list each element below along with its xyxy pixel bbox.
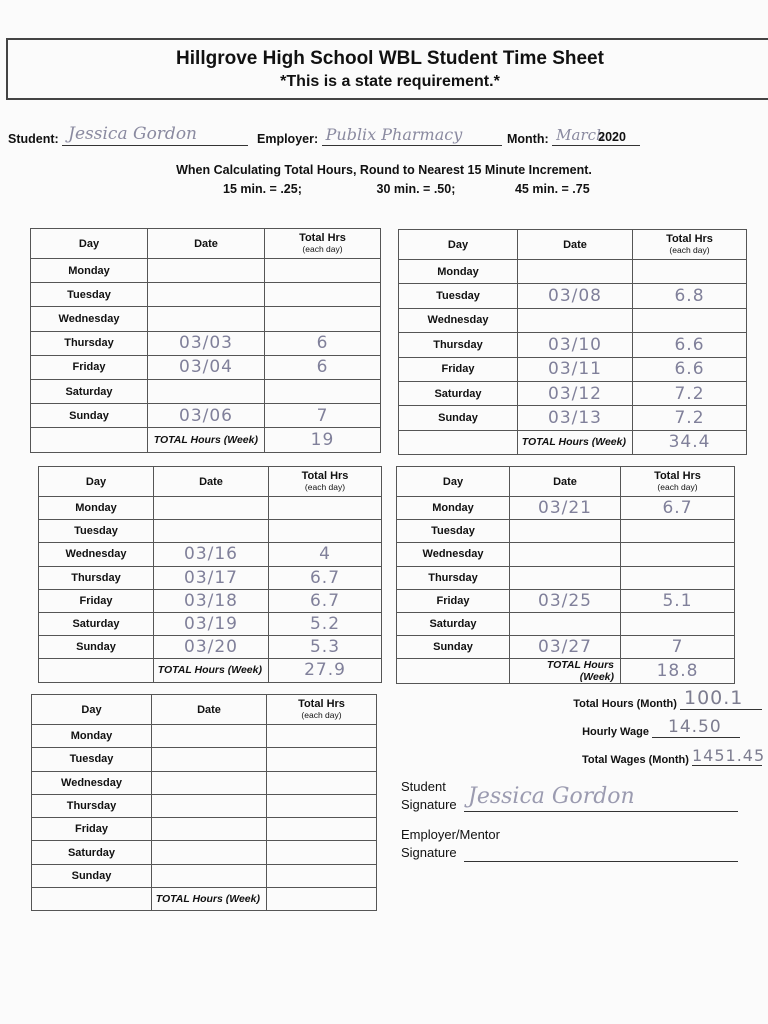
week-total-label: TOTAL Hours (Week) — [154, 659, 269, 682]
hours-cell[interactable] — [267, 771, 377, 794]
hours-cell[interactable] — [267, 841, 377, 864]
date-cell[interactable] — [152, 771, 267, 794]
year-value: 2020 — [598, 130, 626, 144]
table-row — [39, 589, 382, 612]
hours-cell[interactable]: 6.7 — [269, 589, 382, 612]
date-cell[interactable] — [152, 864, 267, 887]
table-row — [397, 636, 735, 659]
hours-cell[interactable]: 5.2 — [269, 612, 382, 635]
table-row — [32, 841, 377, 864]
hours-cell[interactable] — [269, 520, 382, 543]
date-header: Date — [148, 229, 265, 259]
hours-cell[interactable] — [267, 725, 377, 748]
date-cell[interactable]: 03/03 — [148, 331, 265, 355]
table-row — [31, 355, 381, 379]
employer-signature-label-2: Signature — [401, 845, 457, 860]
hours-cell[interactable]: 7.2 — [633, 381, 747, 405]
hours-cell[interactable] — [265, 283, 381, 307]
week-total-value[interactable]: 18.8 — [621, 659, 735, 684]
table-row — [399, 308, 747, 332]
total-wages-value: 1451.45 — [692, 746, 766, 765]
hours-cell[interactable] — [265, 379, 381, 403]
each-day-label: (each day) — [304, 481, 346, 492]
hours-cell[interactable] — [633, 308, 747, 332]
hours-cell[interactable]: 7.2 — [633, 406, 747, 430]
week-total-value[interactable]: 27.9 — [269, 659, 382, 682]
table-row — [32, 794, 377, 817]
table-row — [399, 260, 747, 284]
day-header: Day — [397, 467, 510, 497]
hours-cell[interactable] — [267, 748, 377, 771]
total-hrs-header — [633, 230, 747, 260]
hours-cell[interactable]: 6.7 — [621, 497, 735, 520]
hours-cell[interactable] — [265, 259, 381, 283]
date-cell[interactable] — [152, 748, 267, 771]
date-header: Date — [154, 467, 269, 497]
day-cell: Monday — [32, 725, 152, 748]
student-field — [8, 124, 248, 146]
date-cell[interactable] — [148, 283, 265, 307]
date-header: Date — [152, 695, 267, 725]
total-hrs-header — [267, 695, 377, 725]
day-cell: Monday — [399, 260, 518, 284]
total-hrs-label: Total Hrs — [654, 469, 701, 482]
hours-cell[interactable]: 6.6 — [633, 333, 747, 357]
date-cell[interactable] — [152, 818, 267, 841]
day-header: Day — [39, 467, 154, 497]
total-hrs-label: Total Hrs — [301, 469, 349, 482]
hours-cell[interactable] — [621, 543, 735, 566]
day-cell: Tuesday — [39, 520, 154, 543]
date-cell[interactable] — [510, 543, 621, 566]
table-row — [39, 636, 382, 659]
hours-cell[interactable] — [267, 818, 377, 841]
day-cell: Thursday — [32, 794, 152, 817]
table-row — [32, 748, 377, 771]
hours-cell[interactable] — [267, 794, 377, 817]
table-row — [32, 864, 377, 887]
total-hrs-label: Total Hrs — [299, 231, 346, 244]
month-label: Month: — [507, 132, 549, 146]
table-row — [399, 333, 747, 357]
month-field — [507, 128, 640, 146]
day-cell: Sunday — [32, 864, 152, 887]
rounding-values — [0, 182, 768, 196]
date-cell[interactable]: 03/19 — [154, 612, 269, 635]
day-cell: Friday — [397, 589, 510, 612]
day-cell: Sunday — [397, 636, 510, 659]
day-cell: Sunday — [399, 406, 518, 430]
date-cell[interactable] — [518, 308, 633, 332]
table-row — [397, 612, 735, 635]
title-box — [6, 38, 768, 100]
date-cell[interactable] — [148, 307, 265, 331]
employer-signature-label-1: Employer/Mentor — [401, 827, 500, 842]
table-row — [399, 357, 747, 381]
student-name-line — [62, 124, 248, 146]
rounding-instruction: When Calculating Total Hours, Round to Nearest 15 Minute Increment. — [176, 163, 592, 177]
page-subtitle: *This is a state requirement.* — [280, 73, 500, 90]
day-cell: Saturday — [39, 612, 154, 635]
table-row — [39, 497, 382, 520]
table-row — [39, 612, 382, 635]
week-total-value[interactable]: 19 — [265, 428, 381, 452]
hours-cell[interactable]: 7 — [621, 636, 735, 659]
employer-signature-line — [464, 860, 738, 862]
student-signature-line — [464, 810, 738, 812]
week-total-row — [39, 659, 382, 682]
table-row — [399, 284, 747, 308]
date-cell[interactable] — [152, 725, 267, 748]
student-signature-label — [401, 778, 457, 814]
day-cell: Wednesday — [397, 543, 510, 566]
date-cell[interactable]: 03/17 — [154, 566, 269, 589]
week-table-1 — [30, 228, 381, 453]
day-cell: Tuesday — [31, 283, 148, 307]
date-cell[interactable]: 03/13 — [518, 406, 633, 430]
week-total-value[interactable] — [267, 888, 377, 911]
table-row — [39, 520, 382, 543]
week-table-4 — [396, 466, 735, 684]
hours-cell[interactable] — [269, 497, 382, 520]
date-cell[interactable] — [154, 520, 269, 543]
day-cell: Friday — [31, 355, 148, 379]
week-total-value[interactable]: 34.4 — [633, 430, 747, 454]
date-cell[interactable] — [510, 566, 621, 589]
student-name-value: Jessica Gordon — [68, 124, 197, 144]
table-row — [31, 404, 381, 428]
day-cell: Sunday — [31, 404, 148, 428]
employer-field — [257, 125, 502, 146]
hours-cell[interactable]: 6 — [265, 355, 381, 379]
total-wages-row — [500, 746, 766, 766]
day-cell: Friday — [399, 357, 518, 381]
date-cell[interactable]: 03/18 — [154, 589, 269, 612]
table-row — [39, 543, 382, 566]
page-title: Hillgrove High School WBL Student Time Sheet — [176, 48, 604, 69]
table-row — [399, 406, 747, 430]
date-cell[interactable] — [510, 612, 621, 635]
table-row — [31, 283, 381, 307]
date-cell[interactable] — [148, 379, 265, 403]
date-cell[interactable] — [518, 260, 633, 284]
student-label: Student: — [8, 132, 59, 146]
table-row — [31, 307, 381, 331]
table-row — [31, 259, 381, 283]
table-row — [39, 566, 382, 589]
table-row — [397, 497, 735, 520]
hourly-wage-row — [500, 717, 762, 738]
each-day-label: (each day) — [657, 481, 698, 492]
total-month-label: Total Hours (Month) — [573, 698, 677, 710]
date-cell[interactable] — [152, 794, 267, 817]
week-total-spacer — [399, 430, 518, 454]
day-cell: Tuesday — [32, 748, 152, 771]
hours-cell[interactable] — [633, 260, 747, 284]
total-month-line — [680, 687, 762, 710]
week-total-label: TOTAL Hours (Week) — [510, 659, 621, 684]
employer-label: Employer: — [257, 132, 319, 146]
day-cell: Tuesday — [397, 520, 510, 543]
table-row — [397, 589, 735, 612]
week-total-row — [399, 430, 747, 454]
rounding-15: 15 min. = .25; — [223, 182, 302, 196]
week-total-spacer — [32, 888, 152, 911]
rounding-45: 45 min. = .75 — [514, 182, 590, 196]
hours-cell[interactable]: 6 — [265, 331, 381, 355]
table-row — [32, 771, 377, 794]
month-line — [552, 128, 640, 146]
week-total-spacer — [31, 428, 148, 452]
day-cell: Friday — [39, 589, 154, 612]
total-hrs-header — [265, 229, 381, 259]
day-cell: Wednesday — [39, 543, 154, 566]
date-cell[interactable] — [152, 841, 267, 864]
day-header: Day — [32, 695, 152, 725]
total-wages-label: Total Wages (Month) — [582, 754, 689, 766]
week-total-spacer — [39, 659, 154, 682]
employer-name-line — [322, 125, 502, 146]
hours-cell[interactable] — [265, 307, 381, 331]
day-cell: Wednesday — [32, 771, 152, 794]
date-cell[interactable]: 03/11 — [518, 357, 633, 381]
table-row — [32, 725, 377, 748]
date-cell[interactable] — [510, 520, 621, 543]
day-cell: Saturday — [32, 841, 152, 864]
week-total-spacer — [397, 659, 510, 684]
hours-cell[interactable]: 5.1 — [621, 589, 735, 612]
date-cell[interactable]: 03/04 — [148, 355, 265, 379]
week-total-label: TOTAL Hours (Week) — [148, 428, 265, 452]
hours-cell[interactable] — [621, 566, 735, 589]
hours-cell[interactable]: 6.6 — [633, 357, 747, 381]
hours-cell[interactable]: 5.3 — [269, 636, 382, 659]
day-cell: Thursday — [31, 331, 148, 355]
student-signature-value: Jessica Gordon — [468, 784, 635, 809]
date-cell[interactable] — [154, 497, 269, 520]
hours-cell[interactable]: 7 — [265, 404, 381, 428]
each-day-label: (each day) — [302, 243, 343, 254]
hours-cell[interactable]: 6.7 — [269, 566, 382, 589]
hours-cell[interactable] — [621, 612, 735, 635]
week-total-label: TOTAL Hours (Week) — [518, 430, 633, 454]
total-hrs-header — [621, 467, 735, 497]
week-total-row — [397, 659, 735, 684]
total-month-value: 100.1 — [684, 687, 744, 709]
total-month-row — [500, 687, 762, 710]
hours-cell[interactable]: 6.8 — [633, 284, 747, 308]
day-header: Day — [31, 229, 148, 259]
table-row — [32, 818, 377, 841]
student-signature-label-2: Signature — [401, 797, 457, 812]
week-total-row — [32, 888, 377, 911]
date-cell[interactable] — [148, 259, 265, 283]
date-cell[interactable]: 03/08 — [518, 284, 633, 308]
week-total-row — [31, 428, 381, 452]
table-row — [397, 543, 735, 566]
date-cell[interactable]: 03/16 — [154, 543, 269, 566]
employer-name-value: Publix Pharmacy — [325, 125, 463, 144]
day-cell: Wednesday — [31, 307, 148, 331]
date-cell[interactable]: 03/21 — [510, 497, 621, 520]
date-cell[interactable]: 03/27 — [510, 636, 621, 659]
hourly-wage-line — [652, 717, 740, 738]
total-hrs-label: Total Hrs — [298, 697, 345, 710]
hourly-wage-value: 14.50 — [668, 717, 722, 737]
day-cell: Sunday — [39, 636, 154, 659]
week-table-3 — [38, 466, 382, 683]
total-wages-line — [692, 746, 766, 766]
each-day-label: (each day) — [301, 709, 342, 720]
hours-cell[interactable] — [621, 520, 735, 543]
table-row — [397, 520, 735, 543]
date-cell[interactable]: 03/10 — [518, 333, 633, 357]
day-cell: Tuesday — [399, 284, 518, 308]
day-cell: Friday — [32, 818, 152, 841]
table-row — [399, 381, 747, 405]
table-row — [31, 379, 381, 403]
employer-signature-label — [401, 826, 500, 862]
each-day-label: (each day) — [669, 244, 710, 255]
total-hrs-label: Total Hrs — [666, 232, 713, 245]
day-cell: Wednesday — [399, 308, 518, 332]
hourly-wage-label: Hourly Wage — [582, 726, 649, 738]
day-cell: Monday — [31, 259, 148, 283]
date-cell[interactable]: 03/20 — [154, 636, 269, 659]
table-row — [397, 566, 735, 589]
total-hrs-header — [269, 467, 382, 497]
week-total-label: TOTAL Hours (Week) — [152, 888, 267, 911]
date-header: Date — [518, 230, 633, 260]
day-cell: Monday — [397, 497, 510, 520]
day-header: Day — [399, 230, 518, 260]
day-cell: Thursday — [399, 333, 518, 357]
day-cell: Saturday — [397, 612, 510, 635]
date-header: Date — [510, 467, 621, 497]
hours-cell[interactable]: 4 — [269, 543, 382, 566]
day-cell: Saturday — [399, 381, 518, 405]
day-cell: Monday — [39, 497, 154, 520]
day-cell: Thursday — [39, 566, 154, 589]
date-cell[interactable]: 03/06 — [148, 404, 265, 428]
week-table-2 — [398, 229, 747, 455]
date-cell[interactable]: 03/25 — [510, 589, 621, 612]
table-row — [31, 331, 381, 355]
day-cell: Saturday — [31, 379, 148, 403]
student-signature-label-1: Student — [401, 779, 446, 794]
rounding-30: 30 min. = .50; — [376, 182, 456, 196]
month-value: March — [556, 126, 606, 144]
hours-cell[interactable] — [267, 864, 377, 887]
week-table-5 — [31, 694, 377, 911]
date-cell[interactable]: 03/12 — [518, 381, 633, 405]
day-cell: Thursday — [397, 566, 510, 589]
